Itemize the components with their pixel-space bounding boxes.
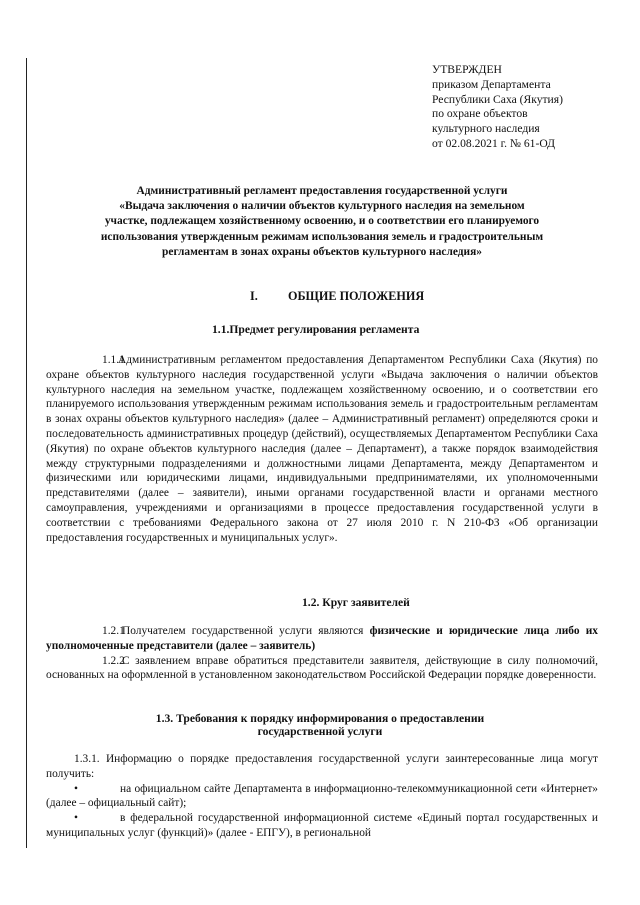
clause-text: 1.3.1. Информацию о порядке предоставления государственной услуги заинтересованные лица могут получить: — [46, 753, 598, 780]
paragraph-1-2 — [46, 624, 598, 683]
title-line: регламентам в зонах охраны объектов культурного наследия» — [162, 245, 482, 258]
approval-line: культурного наследия — [432, 122, 540, 136]
document-title — [62, 184, 582, 260]
bullet-dot: • — [74, 782, 78, 795]
approval-line: УТВЕРЖДЕН — [432, 63, 502, 76]
left-margin-rule — [26, 58, 27, 848]
clause-number: 1.2.1 — [102, 625, 125, 637]
clause-text: С заявлением вправе обратиться представители заявителя, действующие в силу полномочий, основанных на оформленной в установленном законодательством Российской Федерации порядке доверенности. — [46, 654, 598, 682]
approval-line: приказом Департамента — [432, 77, 551, 91]
subsection-1-3-heading — [120, 712, 520, 738]
section-number: I. — [250, 289, 258, 303]
subsection-1-1-heading: 1.1.Предмет регулирования регламента — [212, 323, 420, 336]
approval-line: от 02.08.2021 г. № 61-ОД — [432, 136, 556, 150]
heading-line: государственной услуги — [257, 725, 383, 738]
paragraph-1-1-1 — [46, 353, 598, 545]
approval-stamp — [432, 63, 563, 152]
title-line: участке, подлежащем хозяйственному освоению, и о соответствии его планируемого — [104, 215, 540, 228]
approval-line: по охране объектов — [432, 107, 528, 121]
title-line: использования утвержденным режимам использования земель и градостроительным — [100, 230, 544, 243]
bullet-text: в федеральной государственной информационной системе «Единый портал государственных и муниципальных услуг (функций)» (далее - ЕПГУ), в региональной — [46, 812, 598, 839]
approval-line: Республики Саха (Якутия) — [432, 92, 563, 106]
clause-text: Получателем государственной услуги являются — [122, 625, 364, 637]
section-heading — [250, 289, 424, 304]
clause-number: 1.1.1 — [102, 354, 125, 366]
bullet-dot: • — [74, 812, 78, 825]
clause-text: Административным регламентом предоставления Департаментом Республики Саха (Якутия) по охране объектов культурного наследия государственной услуги «Выдача заключения о наличии объектов культурного наследия на земельном участке, подлежащем хозяйственному освоению, и о соответствии его планируемого использования утвержденным режимам использования земель и градостроительным регламентам в зонах охраны объектов культурного наследия» (далее – Административный регламент) определяются сроки и последовательность административных процедур (действий), осуществляемых Департаментом Республики Саха (Якутия) по охране объектов культурного наследия (далее – Департамент), а также порядок взаимодействия между структурными подразделениями и должностными лицами Департамента, между Департаментом и физическими или юридическими лицами, индивидуальными предпринимателями, их уполномоченными представителями (далее – заявители), иными органами государственной власти и органами местного самоуправления, учреждениями и организациями в процессе предоставления государственной услуги в соответствии с требованиями Федерального закона от 27 июля 2010 г. N 210-ФЗ «Об организации предоставления государственных и муниципальных услуг». — [46, 354, 598, 544]
section-title: ОБЩИЕ ПОЛОЖЕНИЯ — [288, 289, 425, 303]
paragraph-1-3-1 — [46, 752, 598, 841]
title-line: Административный регламент предоставления государственной услуги — [136, 185, 508, 197]
subsection-1-2-heading: 1.2. Круг заявителей — [302, 596, 410, 609]
clause-number: 1.2.2 — [102, 654, 125, 667]
clause-bold-text: физические и юридические лица либо их уполномоченные представители (далее – заявитель) — [46, 625, 598, 652]
heading-line: 1.3. Требования к порядку информирования о предоставлении — [155, 712, 485, 725]
bullet-text: на официальном сайте Департамента в информационно-телекоммуникационной сети «Интернет» (далее – официальный сайт); — [46, 782, 598, 810]
title-line: «Выдача заключения о наличии объектов культурного наследия на земельном — [119, 200, 525, 213]
